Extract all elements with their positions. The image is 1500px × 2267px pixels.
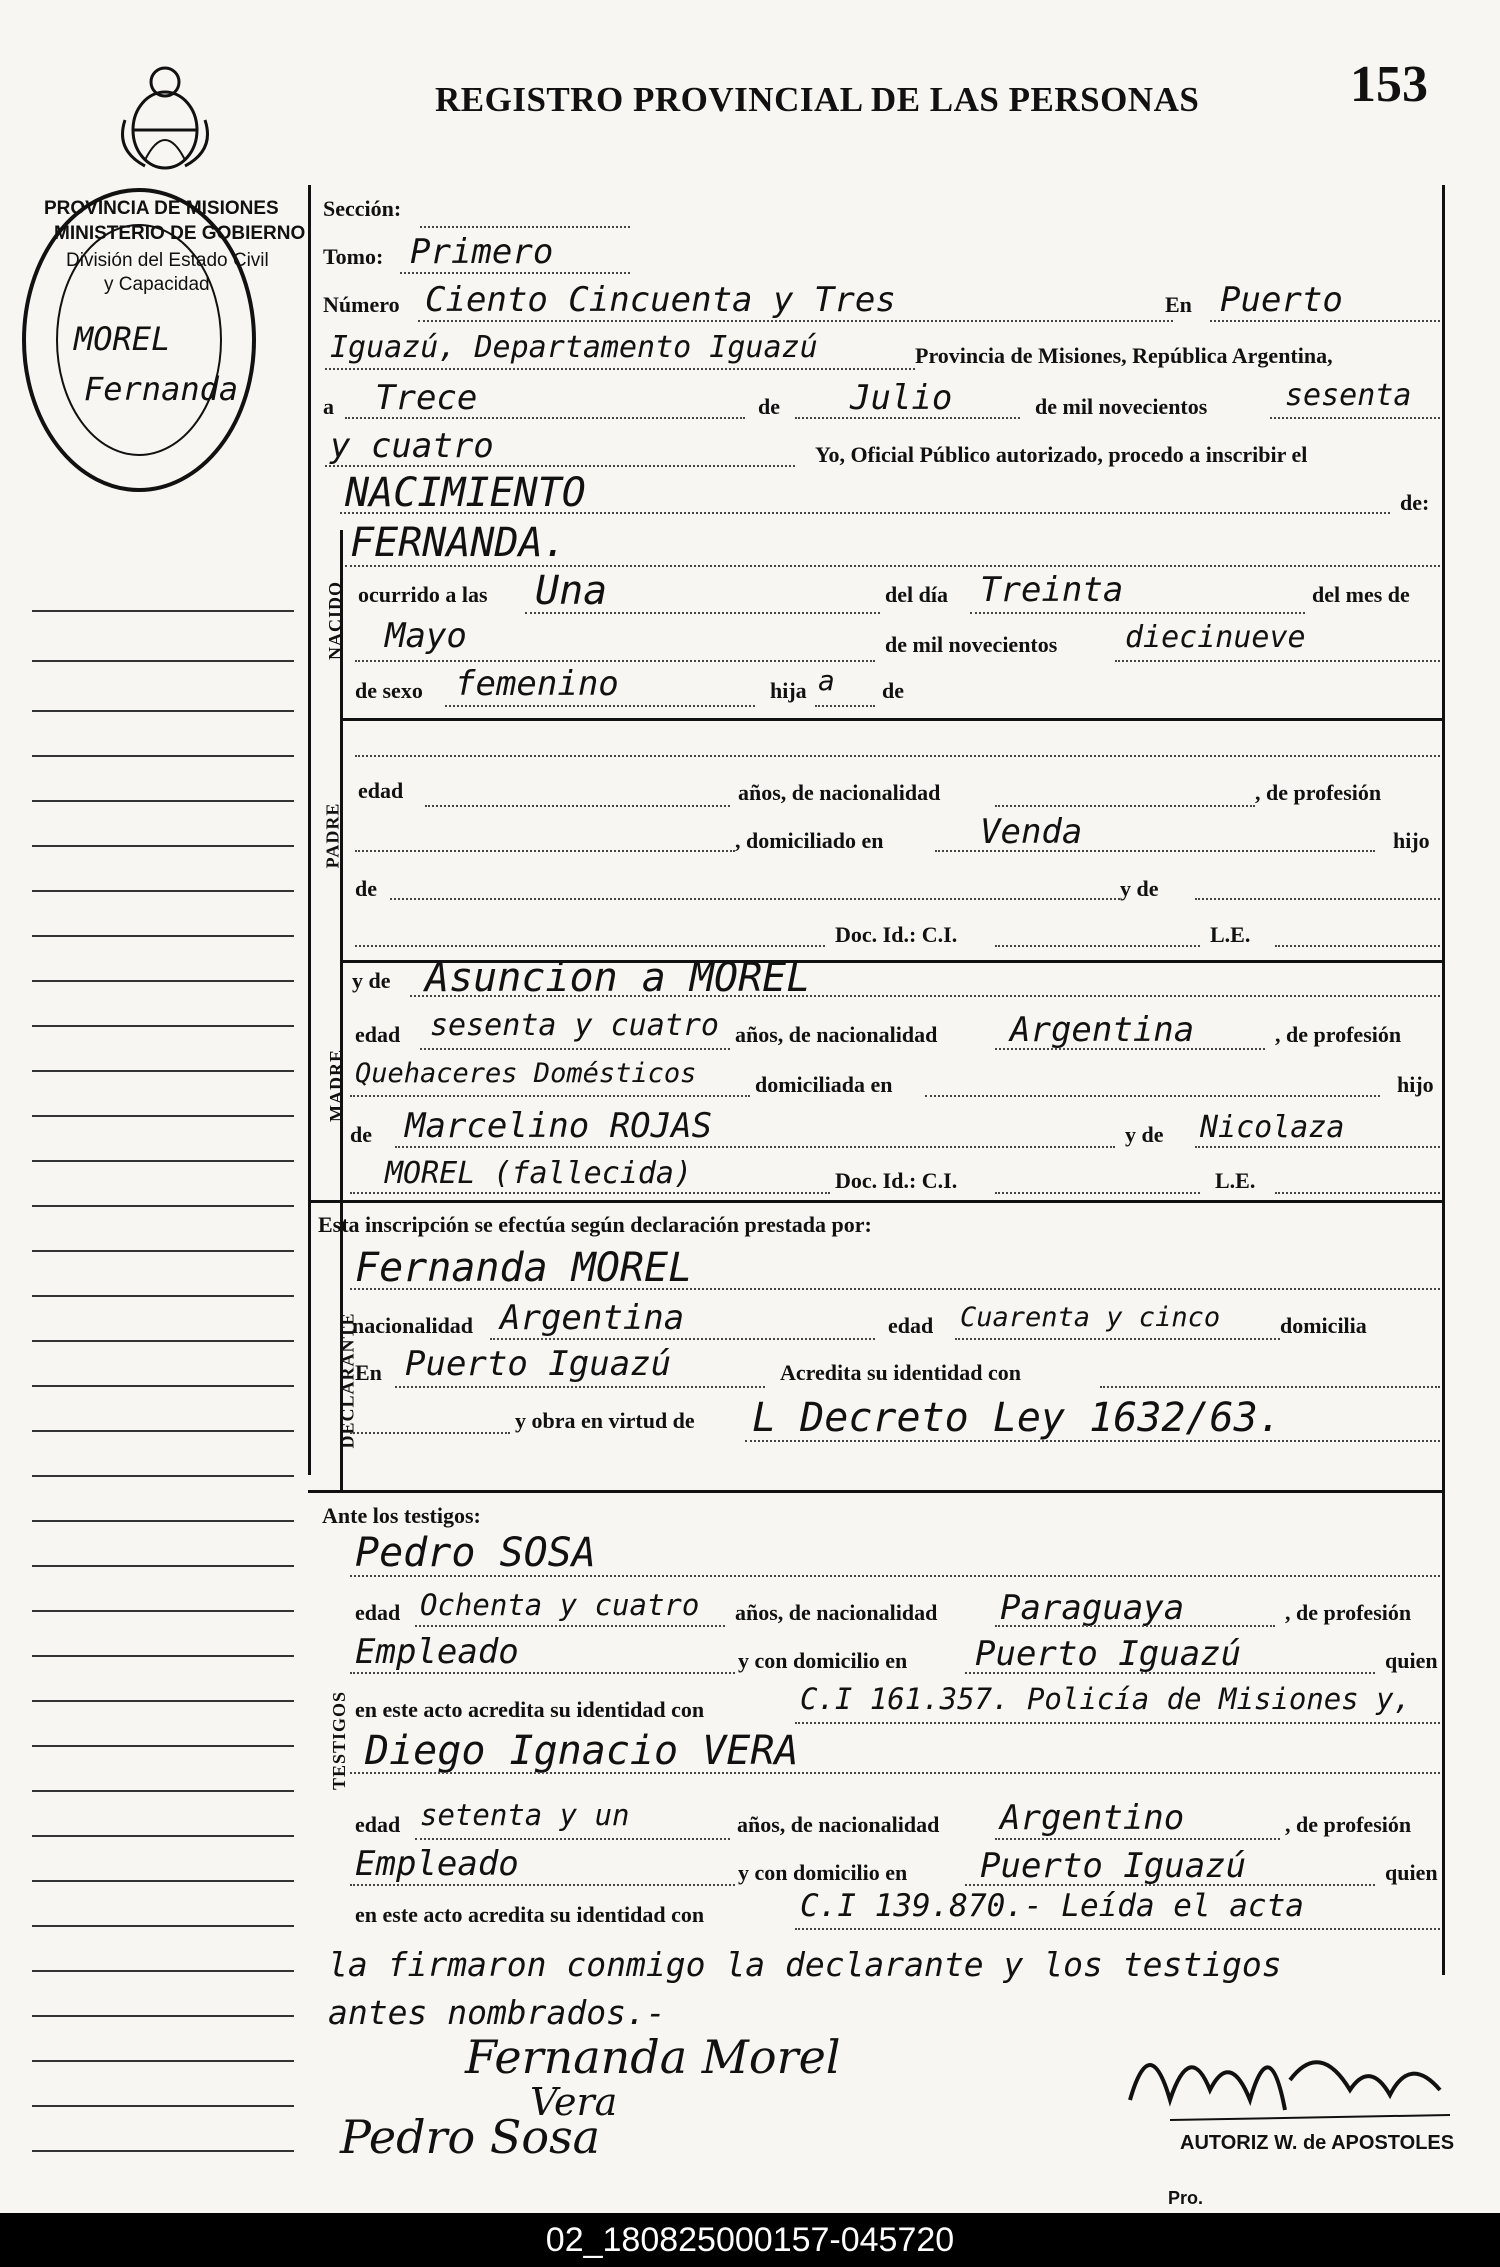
field-madre-madre: Nicolaza xyxy=(1200,1110,1345,1145)
label-padre-profesion: , de profesión xyxy=(1255,780,1382,805)
label-sexo: de sexo xyxy=(355,678,423,703)
label-t1-quien: quien xyxy=(1385,1648,1438,1673)
section-rule-madre xyxy=(308,1200,1442,1203)
label-de-colon: de: xyxy=(1400,490,1430,515)
closing-line-1: la firmaron conmigo la declarante y los testigos xyxy=(328,1945,1282,1984)
field-en: Puerto xyxy=(1220,280,1343,320)
blank-t1-dom xyxy=(965,1672,1375,1674)
field-mes-nac: Mayo xyxy=(385,616,467,656)
label-madre-de: de xyxy=(350,1122,372,1147)
field-t2-edad: setenta y un xyxy=(420,1798,630,1832)
label-madre-le: L.E. xyxy=(1215,1168,1256,1193)
label-a: a xyxy=(323,394,334,419)
field-madre-padre: Marcelino ROJAS xyxy=(405,1106,713,1146)
blank-acto xyxy=(340,512,1390,514)
blank-numero xyxy=(418,320,1173,322)
section-rule-nacido xyxy=(340,718,1442,721)
blank-decl-obra xyxy=(350,1432,510,1434)
blank-hora xyxy=(525,612,880,614)
blank-en xyxy=(1210,320,1440,322)
seal-given-name: Fernanda xyxy=(84,370,239,408)
blank-padre-edad xyxy=(425,805,730,807)
section-tag-testigos: TESTIGOS xyxy=(329,1690,350,1791)
section-tag-padre: PADRE xyxy=(322,802,343,869)
label-de: de xyxy=(758,394,780,419)
label-seccion: Sección: xyxy=(323,196,402,221)
seal-line-1: PROVINCIA DE MISIONES xyxy=(44,198,279,219)
blank-t1-edad xyxy=(415,1625,725,1627)
label-tomo: Tomo: xyxy=(323,244,384,269)
blank-decl-edad xyxy=(955,1338,1280,1340)
blank-t2-id xyxy=(795,1928,1440,1930)
field-t2-nombre: Diego Ignacio VERA xyxy=(365,1728,799,1774)
blank-declarante xyxy=(350,1288,1440,1290)
label-decl-domicilia: domicilia xyxy=(1280,1313,1367,1338)
signature-declarante: Fernanda Morel xyxy=(465,2030,841,2084)
field-hora: Una xyxy=(535,568,608,614)
blank-madre-madre xyxy=(1195,1146,1440,1148)
blank-madre-le xyxy=(1275,1192,1440,1194)
seal-surname: MOREL xyxy=(74,320,171,358)
blank-padre-nombre xyxy=(355,755,1440,757)
blank-decl-nac xyxy=(490,1338,875,1340)
label-de-mil: de mil novecientos xyxy=(1035,394,1208,419)
label-madre-y-de-2: y de xyxy=(1125,1122,1164,1147)
field-t1-nac: Paraguaya xyxy=(1000,1588,1185,1628)
field-anio-nac: diecinueve xyxy=(1125,620,1306,655)
label-padre-anios: años, de nacionalidad xyxy=(738,780,941,805)
blank-t2-prof xyxy=(350,1884,735,1886)
page-title: REGISTRO PROVINCIAL DE LAS PERSONAS xyxy=(435,80,1200,119)
field-acto: NACIMIENTO xyxy=(345,470,586,516)
section-tag-nacido: NACIDO xyxy=(325,580,346,661)
label-provincia: Provincia de Misiones, República Argentina, xyxy=(915,343,1333,368)
label-decl-y-obra: y obra en virtud de xyxy=(515,1408,695,1433)
label-t2-en-este-acto: en este acto acredita su identidad con xyxy=(355,1902,705,1927)
label-decl-acredita: Acredita su identidad con xyxy=(780,1360,1022,1385)
label-t1-anios: años, de nacionalidad xyxy=(735,1600,938,1625)
blank-padre-line xyxy=(355,945,825,947)
field-decl-dom: Puerto Iguazú xyxy=(405,1344,672,1384)
label-en: En xyxy=(1165,292,1192,317)
blank-mes-nac xyxy=(355,660,875,662)
signature-testigo-1: Pedro Sosa xyxy=(340,2110,601,2164)
label-padre-y-de: y de xyxy=(1120,876,1159,901)
blank-padre-ci xyxy=(995,945,1200,947)
label-madre-hija: hijo xyxy=(1397,1072,1434,1097)
field-madre-edad: sesenta y cuatro xyxy=(430,1008,719,1043)
field-t2-prof: Empleado xyxy=(355,1844,519,1884)
label-t2-edad: edad xyxy=(355,1812,401,1837)
field-t2-id: C.I 139.870.- Leída el acta xyxy=(800,1888,1304,1924)
label-t1-en-este-acto: en este acto acredita su identidad con xyxy=(355,1697,705,1722)
blank-t2-edad xyxy=(415,1838,730,1840)
label-padre-doc: Doc. Id.: C.I. xyxy=(835,922,958,947)
label-madre-edad: edad xyxy=(355,1022,401,1047)
label-yo-oficial: Yo, Oficial Público autorizado, procedo a inscribir el xyxy=(815,442,1308,467)
field-tomo: Primero xyxy=(410,232,554,272)
field-sexo: femenino xyxy=(455,664,619,704)
official-signature-icon xyxy=(1110,2020,1470,2140)
field-dia-nac: Treinta xyxy=(980,570,1124,610)
blank-padre-prof xyxy=(355,850,735,852)
field-dia: Trece xyxy=(375,378,478,418)
blank-anio2 xyxy=(325,465,795,467)
label-t2-anios: años, de nacionalidad xyxy=(737,1812,940,1837)
blank-sexo xyxy=(445,705,755,707)
label-decl-en: En xyxy=(355,1360,382,1385)
blank-madre-prof xyxy=(350,1095,750,1097)
blank-t1-prof xyxy=(350,1672,735,1674)
label-esta-inscripcion: Esta inscripción se efectúa según declaración prestada por: xyxy=(318,1212,872,1237)
field-nombre: FERNANDA. xyxy=(350,520,567,566)
label-hija-de: de xyxy=(882,678,904,703)
seal-line-2: MINISTERIO DE GOBIERNO xyxy=(54,223,306,244)
blank-madre-edad xyxy=(420,1048,730,1050)
field-hija-suffix: a xyxy=(818,664,835,697)
field-decl-nac: Argentina xyxy=(500,1298,685,1338)
blank-decl-acredita xyxy=(1100,1386,1440,1388)
section-rule-declarante xyxy=(308,1490,1442,1493)
label-madre-profesion: , de profesión xyxy=(1275,1022,1402,1047)
signature-testigo-2: Vera xyxy=(530,2080,618,2124)
blank-dia-nac xyxy=(970,612,1305,614)
field-madre-nac: Argentina xyxy=(1010,1010,1195,1050)
field-madre-prof: Quehaceres Domésticos xyxy=(355,1058,697,1089)
blank-anio-nac xyxy=(1115,660,1440,662)
blank-nombre xyxy=(345,565,1440,567)
blank-madre-nac xyxy=(995,1048,1265,1050)
stamp-line-2: Pro. xyxy=(1168,2188,1204,2208)
label-t1-edad: edad xyxy=(355,1600,401,1625)
field-madre-madre-2: MOREL (fallecida) xyxy=(385,1156,693,1191)
blank-tomo xyxy=(400,272,630,274)
blank-madre-line xyxy=(350,1192,830,1194)
label-decl-edad: edad xyxy=(888,1313,934,1338)
field-declarante: Fernanda MOREL xyxy=(355,1245,693,1291)
field-mes: Julio xyxy=(850,378,953,418)
label-padre-le: L.E. xyxy=(1210,922,1251,947)
label-madre-doc: Doc. Id.: C.I. xyxy=(835,1168,958,1193)
label-de-mil-2: de mil novecientos xyxy=(885,632,1058,657)
label-padre-edad: edad xyxy=(358,778,404,803)
official-seal xyxy=(14,180,306,510)
folio-number: 153 xyxy=(1350,56,1428,113)
label-ante-testigos: Ante los testigos: xyxy=(322,1503,481,1528)
label-t2-profesion: , de profesión xyxy=(1285,1812,1412,1837)
field-anio1: sesenta xyxy=(1285,378,1412,413)
field-decl-edad: Cuarenta y cinco xyxy=(960,1302,1221,1333)
blank-t2-dom xyxy=(965,1884,1375,1886)
blank-lugar xyxy=(325,368,915,370)
label-padre-de: de xyxy=(355,876,377,901)
blank-t2-nac xyxy=(995,1838,1280,1840)
blank-padre-nac xyxy=(995,805,1255,807)
blank-decl-dom xyxy=(395,1386,765,1388)
section-tag-declarante: DECLARANTE xyxy=(337,1312,358,1449)
blank-madre-ci xyxy=(995,1192,1200,1194)
label-madre-anios: años, de nacionalidad xyxy=(735,1022,938,1047)
section-tag-madre: MADRE xyxy=(326,1049,346,1122)
blank-mes xyxy=(795,417,1020,419)
field-madre-nombre: Asuncion a MOREL xyxy=(425,955,811,1001)
closing-line-2: antes nombrados.- xyxy=(328,1993,666,2032)
blank-padre-dom xyxy=(935,850,1375,852)
label-t1-profesion: , de profesión xyxy=(1285,1600,1412,1625)
field-t2-dom: Puerto Iguazú xyxy=(980,1846,1247,1886)
coat-of-arms-icon xyxy=(115,60,215,170)
frame-right-line xyxy=(1442,185,1445,1975)
blank-hija xyxy=(815,705,875,707)
blank-madre-padre xyxy=(395,1146,1115,1148)
blank-t1-id xyxy=(795,1722,1440,1724)
blank-decreto xyxy=(745,1440,1440,1442)
blank-t1-nac xyxy=(995,1625,1275,1627)
label-t2-quien: quien xyxy=(1385,1860,1438,1885)
label-madre-domiciliada: domiciliada en xyxy=(755,1072,893,1097)
field-decreto: L Decreto Ley 1632/63. xyxy=(752,1395,1282,1441)
field-t1-prof: Empleado xyxy=(355,1632,519,1672)
field-padre-domicilio: Venda xyxy=(980,812,1083,852)
field-numero: Ciento Cincuenta y Tres xyxy=(425,280,896,320)
blank-dia xyxy=(345,417,745,419)
field-t1-edad: Ochenta y cuatro xyxy=(420,1588,700,1622)
stamp-line-1: AUTORIZ W. de APOSTOLES xyxy=(1180,2132,1455,2154)
field-t1-id: C.I 161.357. Policía de Misiones y, xyxy=(800,1682,1412,1716)
field-t2-nac: Argentino xyxy=(1000,1798,1185,1838)
field-lugar: Iguazú, Departamento Iguazú xyxy=(330,330,818,365)
frame-left-line xyxy=(308,185,311,1475)
label-padre-domiciliado: , domiciliado en xyxy=(735,828,884,853)
blank-seccion xyxy=(420,226,630,228)
blank-padre-le xyxy=(1275,945,1440,947)
label-madre-y-de: y de xyxy=(352,968,391,993)
field-t1-dom: Puerto Iguazú xyxy=(975,1634,1242,1674)
blank-madre-nombre xyxy=(410,995,1440,997)
seal-line-3: División del Estado Civil xyxy=(66,250,269,271)
blank-madre-dom xyxy=(925,1095,1380,1097)
document-id-footer: 02_180825000157-045720 xyxy=(0,2213,1500,2267)
label-t1-con-domicilio: y con domicilio en xyxy=(738,1648,908,1673)
field-anio2: y cuatro xyxy=(330,426,494,466)
label-t2-con-domicilio: y con domicilio en xyxy=(738,1860,908,1885)
label-numero: Número xyxy=(323,292,400,317)
blank-padre-madre xyxy=(1195,898,1440,900)
label-decl-nacionalidad: nacionalidad xyxy=(352,1313,474,1338)
label-hija: hija xyxy=(770,678,807,703)
blank-anio1 xyxy=(1270,417,1440,419)
blank-padre-padre xyxy=(390,898,1120,900)
label-padre-hijo: hijo xyxy=(1393,828,1430,853)
label-del-mes: del mes de xyxy=(1312,582,1410,607)
field-t1-nombre: Pedro SOSA xyxy=(355,1530,596,1576)
label-del-dia: del día xyxy=(885,582,948,607)
blank-t2-nombre xyxy=(350,1772,1440,1774)
label-ocurrido: ocurrido a las xyxy=(358,582,488,607)
seal-line-4: y Capacidad xyxy=(104,274,210,295)
blank-t1-nombre xyxy=(350,1575,1440,1577)
